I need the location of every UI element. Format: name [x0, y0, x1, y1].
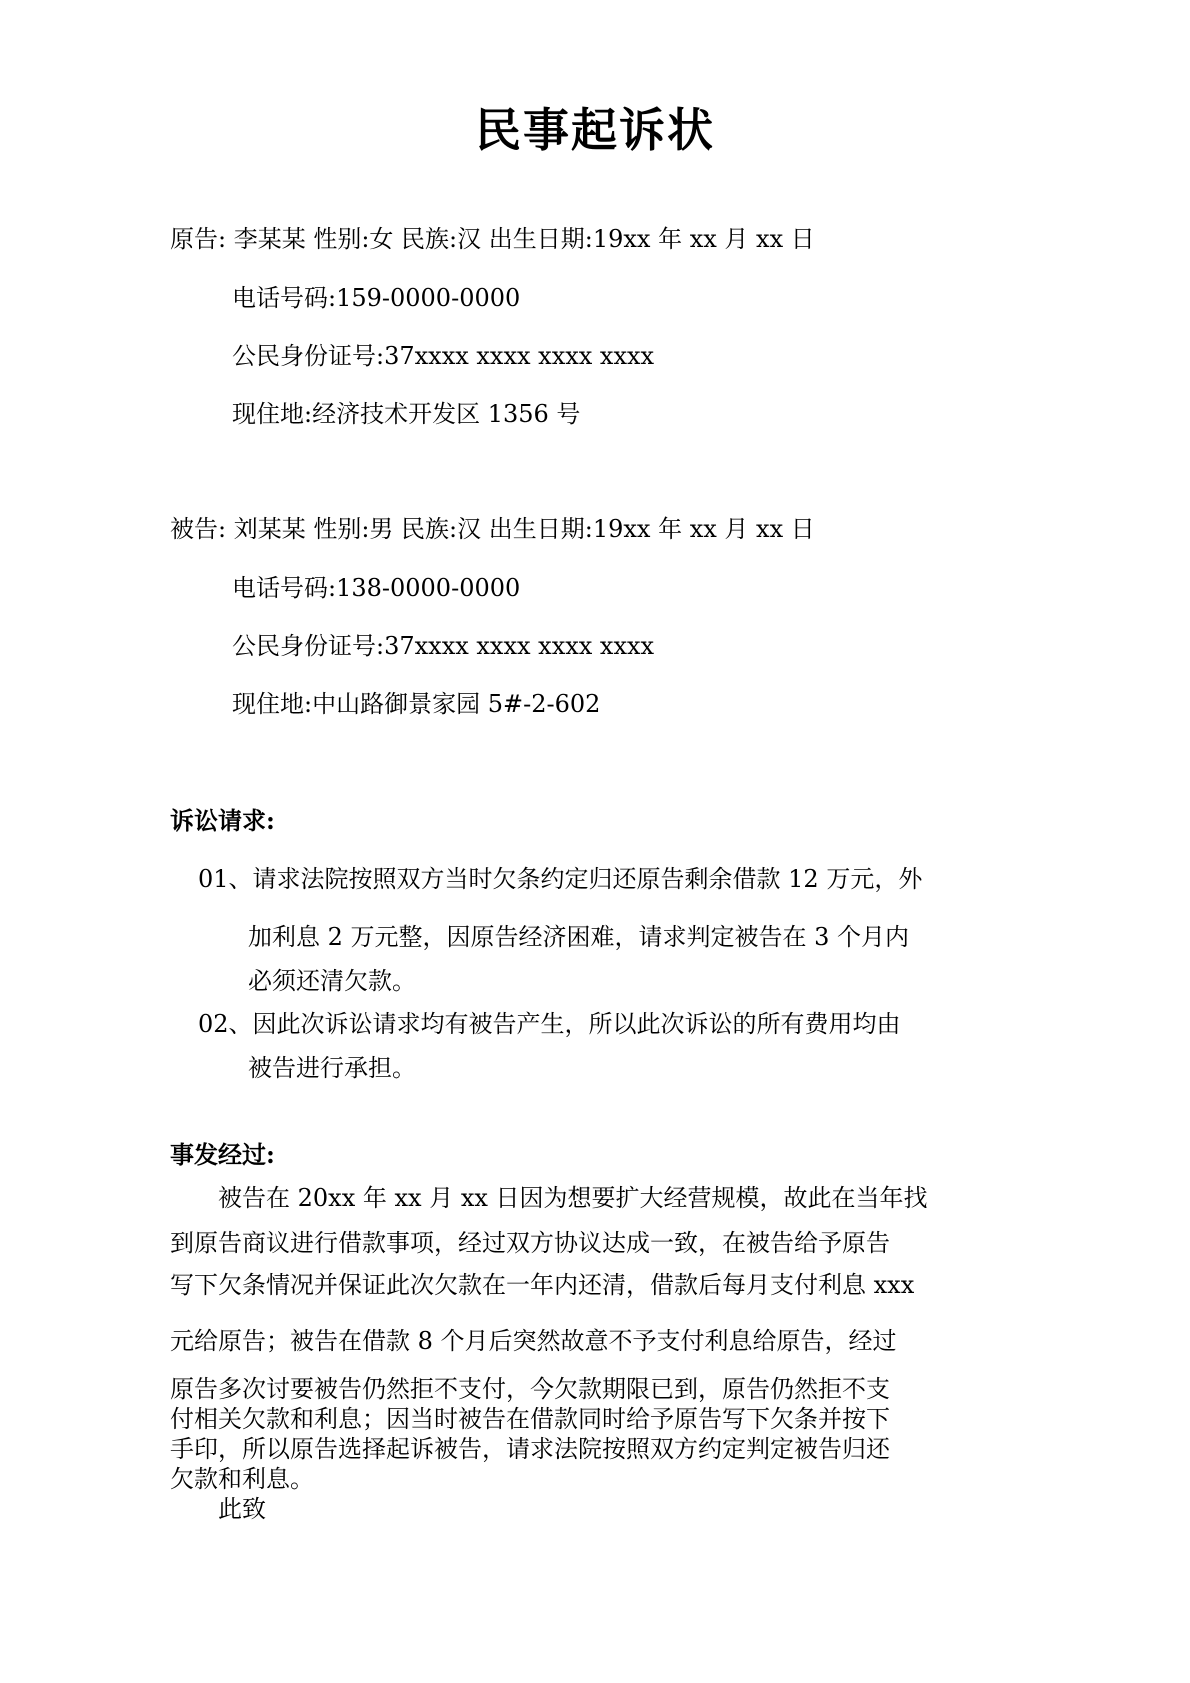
page-title: 民事起诉状: [475, 103, 715, 157]
facts-line: 元给原告；被告在借款 8 个月后突然故意不予支付利息给原告，经过: [170, 1327, 897, 1355]
facts-line: 被告在 20xx 年 xx 月 xx 日因为想要扩大经营规模，故此在当年找: [218, 1184, 928, 1212]
claim-item-1-line-1: 01、请求法院按照双方当时欠条约定归还原告剩余借款 12 万元，外: [198, 865, 923, 893]
defendant-id: 公民身份证号:37xxxx xxxx xxxx xxxx: [232, 632, 655, 660]
claim-item-1-line-3: 必须还清欠款。: [248, 967, 416, 995]
facts-heading: 事发经过:: [170, 1140, 275, 1169]
claim-item-1-line-2: 加利息 2 万元整，因原告经济困难，请求判定被告在 3 个月内: [248, 923, 910, 951]
closing-salutation: 此致: [218, 1495, 266, 1523]
defendant-phone: 电话号码:138-0000-0000: [232, 574, 521, 602]
plaintiff-phone: 电话号码:159-0000-0000: [232, 284, 521, 312]
facts-line: 付相关欠款和利息；因当时被告在借款同时给予原告写下欠条并按下: [170, 1405, 890, 1433]
claim-item-2-line-1: 02、因此次诉讼请求均有被告产生，所以此次诉讼的所有费用均由: [198, 1010, 901, 1038]
claims-heading: 诉讼请求:: [170, 806, 275, 835]
claim-item-2-line-2: 被告进行承担。: [248, 1054, 416, 1082]
facts-line: 原告多次讨要被告仍然拒不支付，今欠款期限已到，原告仍然拒不支: [170, 1375, 890, 1403]
plaintiff-address: 现住地:经济技术开发区 1356 号: [232, 400, 581, 428]
facts-line: 到原告商议进行借款事项，经过双方协议达成一致，在被告给予原告: [170, 1229, 890, 1257]
facts-line: 写下欠条情况并保证此次欠款在一年内还清，借款后每月支付利息 xxx: [170, 1271, 915, 1299]
defendant-address: 现住地:中山路御景家园 5#-2-602: [232, 690, 601, 718]
facts-line: 手印，所以原告选择起诉被告，请求法院按照双方约定判定被告归还: [170, 1435, 890, 1463]
plaintiff-info-line: 原告: 李某某 性别:女 民族:汉 出生日期:19xx 年 xx 月 xx 日: [170, 225, 815, 253]
plaintiff-id: 公民身份证号:37xxxx xxxx xxxx xxxx: [232, 342, 655, 370]
facts-line: 欠款和利息。: [170, 1465, 314, 1493]
defendant-info-line: 被告: 刘某某 性别:男 民族:汉 出生日期:19xx 年 xx 月 xx 日: [170, 515, 815, 543]
